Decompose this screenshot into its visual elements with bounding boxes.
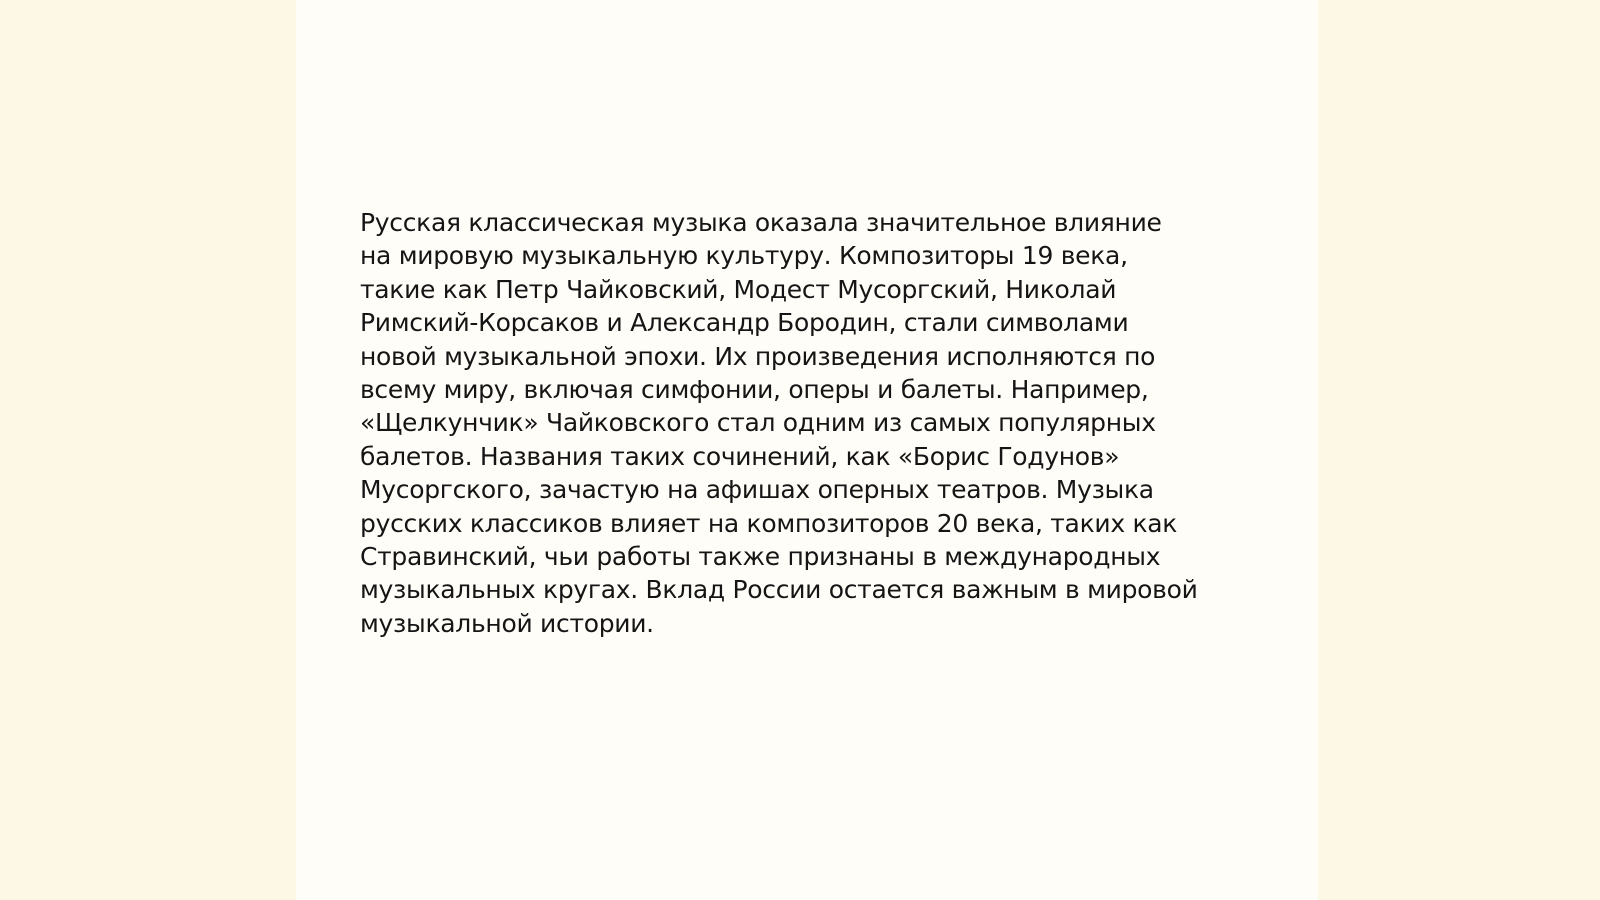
- paragraph-line-9: Мусоргского, зачастую на афишах оперных театров. Музыка: [360, 475, 1154, 505]
- paragraph-line-2: на мировую музыкальную культуру. Композиторы 19 века,: [360, 241, 1128, 271]
- body-paragraph: [360, 206, 1250, 640]
- paragraph-line-13: музыкальной истории.: [360, 608, 654, 638]
- paragraph-line-8: балетов. Названия таких сочинений, как «Борис Годунов»: [360, 441, 1120, 471]
- paragraph-line-3: такие как Петр Чайковский, Модест Мусоргский, Николай: [360, 274, 1117, 304]
- paragraph-line-6: всему миру, включая симфонии, оперы и балеты. Например,: [360, 375, 1149, 405]
- paragraph-line-11: Стравинский, чьи работы также признаны в международных: [360, 542, 1161, 572]
- paragraph-line-7: «Щелкунчик» Чайковского стал одним из самых популярных: [360, 408, 1156, 438]
- paragraph-line-4: Римский-Корсаков и Александр Бородин, стали символами: [360, 308, 1129, 338]
- paragraph-line-5: новой музыкальной эпохи. Их произведения исполняются по: [360, 341, 1156, 371]
- paragraph-line-12: музыкальных кругах. Вклад России остается важным в мировой: [360, 575, 1198, 605]
- paragraph-line-10: русских классиков влияет на композиторов 20 века, таких как: [360, 508, 1178, 538]
- document-sheet: [296, 0, 1318, 900]
- paragraph-line-1: Русская классическая музыка оказала значительное влияние: [360, 208, 1162, 237]
